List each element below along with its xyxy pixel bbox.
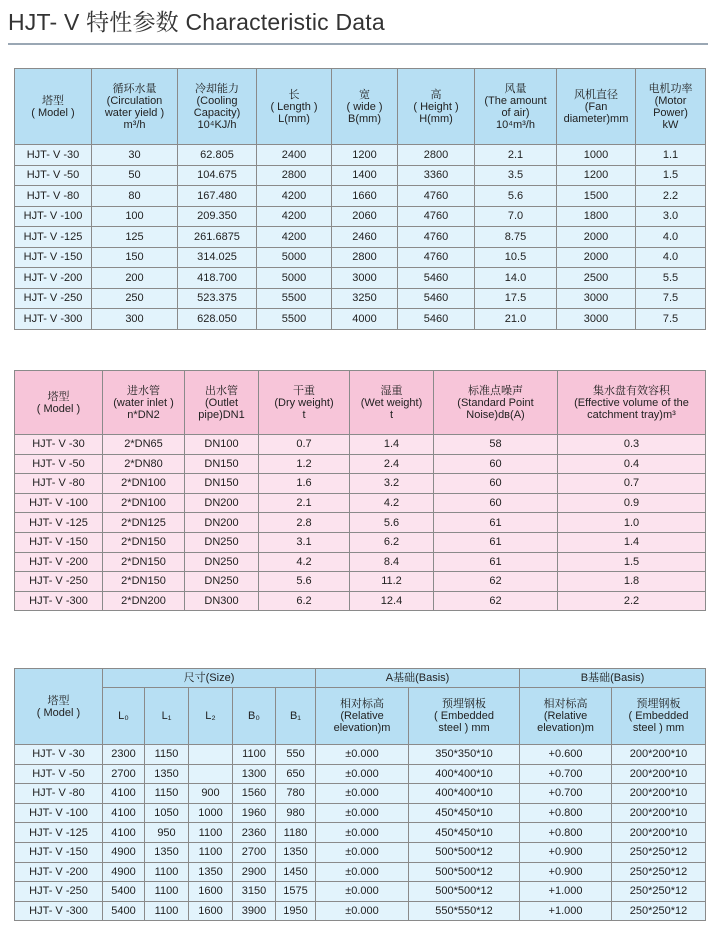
table-cell: 100 xyxy=(92,206,178,227)
pipe-weight-table xyxy=(14,370,706,611)
table-cell: ±0.000 xyxy=(316,862,409,882)
table-cell: 58 xyxy=(434,435,558,455)
table-cell: 2800 xyxy=(332,247,398,268)
table-cell: 1350 xyxy=(189,862,233,882)
table-cell: 4760 xyxy=(398,206,475,227)
table-cell: 1100 xyxy=(233,745,276,765)
table-cell: 200*200*10 xyxy=(612,803,706,823)
table-cell: 0.3 xyxy=(558,435,706,455)
model-cell: HJT- V -300 xyxy=(15,901,103,921)
table-cell: 300 xyxy=(92,309,178,330)
table-row xyxy=(15,882,706,902)
table-cell: 1.4 xyxy=(558,532,706,552)
table-cell: DN300 xyxy=(185,591,259,611)
table-cell: DN150 xyxy=(185,474,259,494)
table-row xyxy=(15,145,706,166)
table-cell: 1.4 xyxy=(350,435,434,455)
table-row xyxy=(15,591,706,611)
table-cell: 5400 xyxy=(103,882,145,902)
table-row xyxy=(15,454,706,474)
model-cell: HJT- V -50 xyxy=(15,165,92,186)
table-cell: 1150 xyxy=(145,745,189,765)
table-cell: 80 xyxy=(92,186,178,207)
table-cell: 30 xyxy=(92,145,178,166)
model-cell: HJT- V -125 xyxy=(15,823,103,843)
table-subheader-row xyxy=(15,688,706,745)
table-cell: 3360 xyxy=(398,165,475,186)
table-cell: 1.8 xyxy=(558,572,706,592)
table-cell: 4.0 xyxy=(636,227,706,248)
col-header-a-basis: A基础(Basis) xyxy=(316,669,520,688)
table-cell: 2.4 xyxy=(350,454,434,474)
table-cell: 6.2 xyxy=(350,532,434,552)
col-header-outlet-pipe: 出水管 (Outlet pipe)DN1 xyxy=(185,371,259,435)
table-cell: 5.6 xyxy=(475,186,557,207)
col-header-b1: B₁ xyxy=(276,688,316,745)
table-row xyxy=(15,901,706,921)
table-cell: 1350 xyxy=(276,842,316,862)
table-cell: 3000 xyxy=(332,268,398,289)
table-cell: 3.1 xyxy=(259,532,350,552)
table-cell: DN200 xyxy=(185,513,259,533)
table-cell: 2460 xyxy=(332,227,398,248)
table-cell: 1600 xyxy=(189,882,233,902)
table-row xyxy=(15,268,706,289)
table-cell: 780 xyxy=(276,784,316,804)
model-cell: HJT- V -100 xyxy=(15,493,103,513)
table-cell: 1000 xyxy=(189,803,233,823)
model-cell: HJT- V -125 xyxy=(15,513,103,533)
col-header-catchment-volume: 集水盘有效容积 (Effective volume of the catchment tray)m³ xyxy=(558,371,706,435)
table-cell: 3000 xyxy=(557,309,636,330)
table-row xyxy=(15,572,706,592)
table-cell: 60 xyxy=(434,474,558,494)
table-cell: 167.480 xyxy=(178,186,257,207)
table-cell: 1350 xyxy=(145,842,189,862)
table-cell: 5460 xyxy=(398,309,475,330)
table-cell: 2800 xyxy=(398,145,475,166)
table-cell: 17.5 xyxy=(475,288,557,309)
table-cell: 1200 xyxy=(332,145,398,166)
table-cell: 900 xyxy=(189,784,233,804)
col-header-width: 宽 ( wide ) B(mm) xyxy=(332,69,398,145)
table-cell: 4.0 xyxy=(636,247,706,268)
table-cell: 0.7 xyxy=(259,435,350,455)
table-cell: 1450 xyxy=(276,862,316,882)
col-header-b0: B₀ xyxy=(233,688,276,745)
table-cell: 2*DN100 xyxy=(103,474,185,494)
table-cell: 2.8 xyxy=(259,513,350,533)
table-cell: 2.1 xyxy=(259,493,350,513)
model-cell: HJT- V -200 xyxy=(15,552,103,572)
table-cell: 104.675 xyxy=(178,165,257,186)
table-cell: ±0.000 xyxy=(316,784,409,804)
col-header-model: 塔型 ( Model ) xyxy=(15,69,92,145)
table-cell: 5000 xyxy=(257,268,332,289)
table-cell: 3150 xyxy=(233,882,276,902)
table-cell: 5.6 xyxy=(259,572,350,592)
table-cell: 4.2 xyxy=(259,552,350,572)
col-header-model: 塔型 ( Model ) xyxy=(15,669,103,745)
table-cell: 2900 xyxy=(233,862,276,882)
table-cell xyxy=(189,745,233,765)
table-cell xyxy=(189,764,233,784)
model-cell: HJT- V -150 xyxy=(15,842,103,862)
table-cell: +0.700 xyxy=(520,764,612,784)
table-cell: +0.600 xyxy=(520,745,612,765)
table-cell: 3.0 xyxy=(636,206,706,227)
table-cell: DN100 xyxy=(185,435,259,455)
table-cell: 11.2 xyxy=(350,572,434,592)
table-cell: 250 xyxy=(92,288,178,309)
table-cell: 2000 xyxy=(557,227,636,248)
table-cell: 500*500*12 xyxy=(409,882,520,902)
model-cell: HJT- V -30 xyxy=(15,435,103,455)
col-header-model: 塔型 ( Model ) xyxy=(15,371,103,435)
col-header-wet-weight: 湿重 (Wet weight) t xyxy=(350,371,434,435)
table-cell: 1800 xyxy=(557,206,636,227)
table-cell: 5.5 xyxy=(636,268,706,289)
table-cell: 21.0 xyxy=(475,309,557,330)
table-cell: 5500 xyxy=(257,309,332,330)
table-cell: ±0.000 xyxy=(316,803,409,823)
table-cell: 3000 xyxy=(557,288,636,309)
table-cell: 4100 xyxy=(103,803,145,823)
table-row xyxy=(15,862,706,882)
table-cell: 1150 xyxy=(145,784,189,804)
model-cell: HJT- V -30 xyxy=(15,745,103,765)
col-header-height: 高 ( Height ) H(mm) xyxy=(398,69,475,145)
col-header-b-relative-elevation: 相对标高 (Relative elevation)m xyxy=(520,688,612,745)
table-cell: ±0.000 xyxy=(316,764,409,784)
col-header-air-amount: 风量 (The amount of air) 10⁴m³/h xyxy=(475,69,557,145)
table-cell: 0.7 xyxy=(558,474,706,494)
table-cell: 3900 xyxy=(233,901,276,921)
table-cell: ±0.000 xyxy=(316,745,409,765)
table-row xyxy=(15,435,706,455)
model-cell: HJT- V -80 xyxy=(15,474,103,494)
col-header-l0: L₀ xyxy=(103,688,145,745)
table-cell: ±0.000 xyxy=(316,842,409,862)
table-cell: 4760 xyxy=(398,186,475,207)
model-cell: HJT- V -125 xyxy=(15,227,92,248)
table-cell: ±0.000 xyxy=(316,882,409,902)
table-cell: 2700 xyxy=(233,842,276,862)
col-header-a-embedded-steel: 预埋钢板 ( Embedded steel ) mm xyxy=(409,688,520,745)
table-cell: 62 xyxy=(434,572,558,592)
table-cell: 1200 xyxy=(557,165,636,186)
performance-table xyxy=(14,68,706,330)
table-cell: DN250 xyxy=(185,532,259,552)
table-row xyxy=(15,247,706,268)
table-cell: 4200 xyxy=(257,206,332,227)
table-cell: 2*DN80 xyxy=(103,454,185,474)
table-row xyxy=(15,823,706,843)
table-cell: ±0.000 xyxy=(316,823,409,843)
table-cell: 4760 xyxy=(398,247,475,268)
table-cell: 0.4 xyxy=(558,454,706,474)
table-cell: 3.2 xyxy=(350,474,434,494)
table-cell: 4000 xyxy=(332,309,398,330)
table-cell: 8.75 xyxy=(475,227,557,248)
table-cell: 209.350 xyxy=(178,206,257,227)
table-cell: 1500 xyxy=(557,186,636,207)
table-cell: 0.9 xyxy=(558,493,706,513)
table-cell: 2.1 xyxy=(475,145,557,166)
table-cell: +0.700 xyxy=(520,784,612,804)
col-header-size: 尺寸(Size) xyxy=(103,669,316,688)
table-cell: 7.5 xyxy=(636,309,706,330)
table-cell: 2400 xyxy=(257,145,332,166)
table-cell: 5000 xyxy=(257,247,332,268)
table-cell: 1.1 xyxy=(636,145,706,166)
model-cell: HJT- V -250 xyxy=(15,288,92,309)
table-cell: 2300 xyxy=(103,745,145,765)
model-cell: HJT- V -200 xyxy=(15,268,92,289)
table-row xyxy=(15,803,706,823)
table-row xyxy=(15,227,706,248)
table-header-row xyxy=(15,371,706,435)
table-cell: 1.6 xyxy=(259,474,350,494)
table-cell: ±0.000 xyxy=(316,901,409,921)
table-cell: 1350 xyxy=(145,764,189,784)
table-cell: 314.025 xyxy=(178,247,257,268)
table-row xyxy=(15,206,706,227)
table-cell: 2*DN65 xyxy=(103,435,185,455)
table-cell: 1.5 xyxy=(558,552,706,572)
table-cell: 6.2 xyxy=(259,591,350,611)
table-header-row xyxy=(15,669,706,688)
col-header-l2: L₂ xyxy=(189,688,233,745)
table-cell: 62 xyxy=(434,591,558,611)
col-header-water-inlet: 进水管 (water inlet ) n*DN2 xyxy=(103,371,185,435)
table-cell: 2800 xyxy=(257,165,332,186)
model-cell: HJT- V -50 xyxy=(15,764,103,784)
table-cell: 7.0 xyxy=(475,206,557,227)
table-cell: 150 xyxy=(92,247,178,268)
table-cell: 250*250*12 xyxy=(612,842,706,862)
table-cell: 5.6 xyxy=(350,513,434,533)
table-cell: 1660 xyxy=(332,186,398,207)
col-header-motor-power: 电机功率 (Motor Power) kW xyxy=(636,69,706,145)
table-cell: 2000 xyxy=(557,247,636,268)
table-cell: 5500 xyxy=(257,288,332,309)
table-cell: 500*500*12 xyxy=(409,862,520,882)
table-cell: 61 xyxy=(434,552,558,572)
col-header-b-embedded-steel: 预埋钢板 ( Embedded steel ) mm xyxy=(612,688,706,745)
table-cell: 1100 xyxy=(145,882,189,902)
model-cell: HJT- V -30 xyxy=(15,145,92,166)
table-cell: 4900 xyxy=(103,842,145,862)
model-cell: HJT- V -300 xyxy=(15,591,103,611)
table-cell: 5460 xyxy=(398,268,475,289)
table-cell: 4100 xyxy=(103,823,145,843)
table-cell: 12.4 xyxy=(350,591,434,611)
col-header-circulation: 循环水量 (Circulation water yield ) m³/h xyxy=(92,69,178,145)
table-row xyxy=(15,842,706,862)
table-cell: +0.900 xyxy=(520,862,612,882)
table-cell: 1.0 xyxy=(558,513,706,533)
table-cell: DN200 xyxy=(185,493,259,513)
table-cell: 1960 xyxy=(233,803,276,823)
table-cell: 61 xyxy=(434,513,558,533)
table-cell: 1560 xyxy=(233,784,276,804)
table-cell: 1100 xyxy=(145,862,189,882)
table-cell: 1100 xyxy=(189,842,233,862)
table-cell: 5400 xyxy=(103,901,145,921)
table-cell: 2500 xyxy=(557,268,636,289)
table-cell: 1400 xyxy=(332,165,398,186)
table-cell: 1575 xyxy=(276,882,316,902)
table-cell: 2*DN100 xyxy=(103,493,185,513)
table-cell: 3.5 xyxy=(475,165,557,186)
table-cell: 1050 xyxy=(145,803,189,823)
table-row xyxy=(15,186,706,207)
page-title: HJT- V 特性参数 Characteristic Data xyxy=(8,9,385,35)
table-cell: 3250 xyxy=(332,288,398,309)
table-cell: +0.800 xyxy=(520,803,612,823)
table-row xyxy=(15,309,706,330)
model-cell: HJT- V -150 xyxy=(15,532,103,552)
table-cell: 2*DN200 xyxy=(103,591,185,611)
model-cell: HJT- V -250 xyxy=(15,882,103,902)
model-cell: HJT- V -80 xyxy=(15,784,103,804)
table-cell: 4760 xyxy=(398,227,475,248)
table-cell: 350*350*10 xyxy=(409,745,520,765)
table-cell: 550 xyxy=(276,745,316,765)
model-cell: HJT- V -150 xyxy=(15,247,92,268)
table-row xyxy=(15,288,706,309)
table-row xyxy=(15,165,706,186)
table-cell: +1.000 xyxy=(520,882,612,902)
col-header-length: 长 ( Length ) L(mm) xyxy=(257,69,332,145)
table-cell: +1.000 xyxy=(520,901,612,921)
table-cell: 2360 xyxy=(233,823,276,843)
table-cell: 400*400*10 xyxy=(409,784,520,804)
table-cell: 1100 xyxy=(189,823,233,843)
table-cell: 2.2 xyxy=(636,186,706,207)
table-cell: 125 xyxy=(92,227,178,248)
model-cell: HJT- V -300 xyxy=(15,309,92,330)
table-cell: 980 xyxy=(276,803,316,823)
table-cell: 200*200*10 xyxy=(612,745,706,765)
title-divider xyxy=(8,43,708,45)
table-cell: 4200 xyxy=(257,227,332,248)
table-row xyxy=(15,764,706,784)
table-row xyxy=(15,493,706,513)
table-cell: 450*450*10 xyxy=(409,823,520,843)
table-cell: 62.805 xyxy=(178,145,257,166)
table-cell: 418.700 xyxy=(178,268,257,289)
table-cell: 4200 xyxy=(257,186,332,207)
table-cell: 1.5 xyxy=(636,165,706,186)
table-cell: +0.800 xyxy=(520,823,612,843)
table-cell: 250*250*12 xyxy=(612,882,706,902)
table-row xyxy=(15,784,706,804)
table-cell: 1180 xyxy=(276,823,316,843)
table-cell: 2*DN150 xyxy=(103,572,185,592)
col-header-dry-weight: 干重 (Dry weight) t xyxy=(259,371,350,435)
model-cell: HJT- V -80 xyxy=(15,186,92,207)
col-header-fan-diameter: 风机直径 (Fan diameter)mm xyxy=(557,69,636,145)
table-cell: 200*200*10 xyxy=(612,764,706,784)
table-cell: 400*400*10 xyxy=(409,764,520,784)
table-cell: 200 xyxy=(92,268,178,289)
table-cell: 1600 xyxy=(189,901,233,921)
table-cell: +0.900 xyxy=(520,842,612,862)
table-cell: 261.6875 xyxy=(178,227,257,248)
table-cell: DN250 xyxy=(185,552,259,572)
col-header-a-relative-elevation: 相对标高 (Relative elevation)m xyxy=(316,688,409,745)
table-cell: 250*250*12 xyxy=(612,901,706,921)
table-cell: 950 xyxy=(145,823,189,843)
table-cell: 60 xyxy=(434,493,558,513)
col-header-noise: 标准点噪声 (Standard Point Noise)dʙ(A) xyxy=(434,371,558,435)
table-cell: 8.4 xyxy=(350,552,434,572)
table-cell: 2*DN125 xyxy=(103,513,185,533)
table-cell: DN250 xyxy=(185,572,259,592)
table-cell: 4.2 xyxy=(350,493,434,513)
table-row xyxy=(15,532,706,552)
table-cell: 1000 xyxy=(557,145,636,166)
model-cell: HJT- V -250 xyxy=(15,572,103,592)
model-cell: HJT- V -200 xyxy=(15,862,103,882)
model-cell: HJT- V -100 xyxy=(15,803,103,823)
table-cell: 450*450*10 xyxy=(409,803,520,823)
table-cell: 500*500*12 xyxy=(409,842,520,862)
model-cell: HJT- V -100 xyxy=(15,206,92,227)
table-row xyxy=(15,745,706,765)
table-cell: 200*200*10 xyxy=(612,823,706,843)
table-cell: 2.2 xyxy=(558,591,706,611)
table-cell: 550*550*12 xyxy=(409,901,520,921)
table-cell: 14.0 xyxy=(475,268,557,289)
table-cell: 628.050 xyxy=(178,309,257,330)
table-row xyxy=(15,474,706,494)
table-cell: 2060 xyxy=(332,206,398,227)
table-cell: 1950 xyxy=(276,901,316,921)
table-cell: 2*DN150 xyxy=(103,532,185,552)
table-cell: 7.5 xyxy=(636,288,706,309)
col-header-cooling-capacity: 冷却能力 (Cooling Capacity) 10⁴KJ/h xyxy=(178,69,257,145)
table-cell: 200*200*10 xyxy=(612,784,706,804)
table-cell: 650 xyxy=(276,764,316,784)
table-header-row xyxy=(15,69,706,145)
table-cell: 4900 xyxy=(103,862,145,882)
size-basis-table xyxy=(14,668,706,921)
col-header-l1: L₁ xyxy=(145,688,189,745)
table-cell: 250*250*12 xyxy=(612,862,706,882)
table-cell: 61 xyxy=(434,532,558,552)
table-cell: 4100 xyxy=(103,784,145,804)
table-cell: 1100 xyxy=(145,901,189,921)
table-cell: 1300 xyxy=(233,764,276,784)
table-cell: 60 xyxy=(434,454,558,474)
model-cell: HJT- V -50 xyxy=(15,454,103,474)
table-row xyxy=(15,552,706,572)
table-cell: DN150 xyxy=(185,454,259,474)
table-cell: 523.375 xyxy=(178,288,257,309)
table-cell: 2*DN150 xyxy=(103,552,185,572)
table-cell: 1.2 xyxy=(259,454,350,474)
table-cell: 2700 xyxy=(103,764,145,784)
table-cell: 50 xyxy=(92,165,178,186)
table-cell: 10.5 xyxy=(475,247,557,268)
table-cell: 5460 xyxy=(398,288,475,309)
col-header-b-basis: B基础(Basis) xyxy=(520,669,706,688)
table-row xyxy=(15,513,706,533)
